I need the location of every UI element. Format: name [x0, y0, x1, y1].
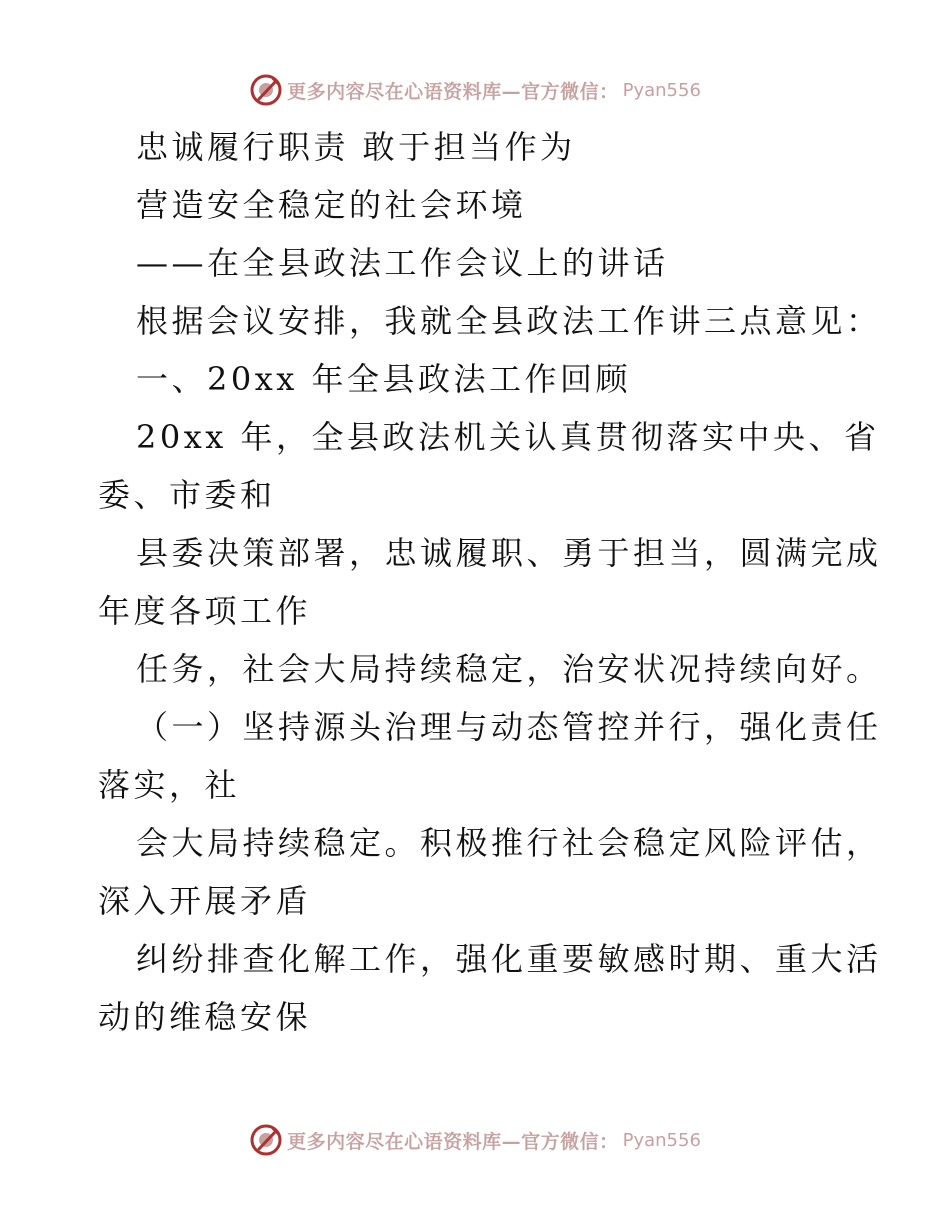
header-watermark — [0, 70, 950, 110]
logo-icon — [249, 1123, 283, 1157]
wechat-id: Pyan556 — [622, 79, 701, 101]
doc-subtitle: ——在全县政法工作会议上的讲话 — [136, 244, 669, 282]
doc-paragraph-line: 县委决策部署，忠诚履职、勇于担当，圆满完成 — [136, 534, 882, 572]
document-body — [98, 118, 882, 1046]
logo-icon — [249, 73, 283, 107]
doc-paragraph-line: 根据会议安排，我就全县政法工作讲三点意见： — [136, 302, 882, 340]
footer-watermark — [0, 1120, 950, 1160]
doc-paragraph-line: 委、市委和 — [98, 476, 276, 514]
section-heading: 一、20xx 年全县政法工作回顾 — [136, 360, 631, 398]
doc-title-line-1: 忠诚履行职责 敢于担当作为 — [136, 128, 576, 166]
doc-paragraph-line: 任务，社会大局持续稳定，治安状况持续向好。 — [136, 650, 882, 688]
subsection-heading: （一）坚持源头治理与动态管控并行，强化责任 — [136, 708, 882, 746]
doc-paragraph-line: 落实，社 — [98, 766, 241, 804]
wechat-id: Pyan556 — [622, 1129, 701, 1151]
promo-text: 更多内容尽在心语资料库—官方微信： — [287, 80, 619, 103]
doc-paragraph-line: 年度各项工作 — [98, 592, 312, 630]
promo-text: 更多内容尽在心语资料库—官方微信： — [287, 1130, 619, 1153]
doc-paragraph-line: 动的维稳安保 — [98, 998, 312, 1036]
doc-paragraph-line: 20xx 年，全县政法机关认真贯彻落实中央、省 — [136, 418, 880, 456]
doc-paragraph-line: 纠纷排查化解工作，强化重要敏感时期、重大活 — [136, 940, 882, 978]
doc-title-line-2: 营造安全稳定的社会环境 — [136, 186, 527, 224]
doc-paragraph-line: 深入开展矛盾 — [98, 882, 312, 920]
doc-paragraph-line: 会大局持续稳定。积极推行社会稳定风险评估， — [136, 824, 882, 862]
